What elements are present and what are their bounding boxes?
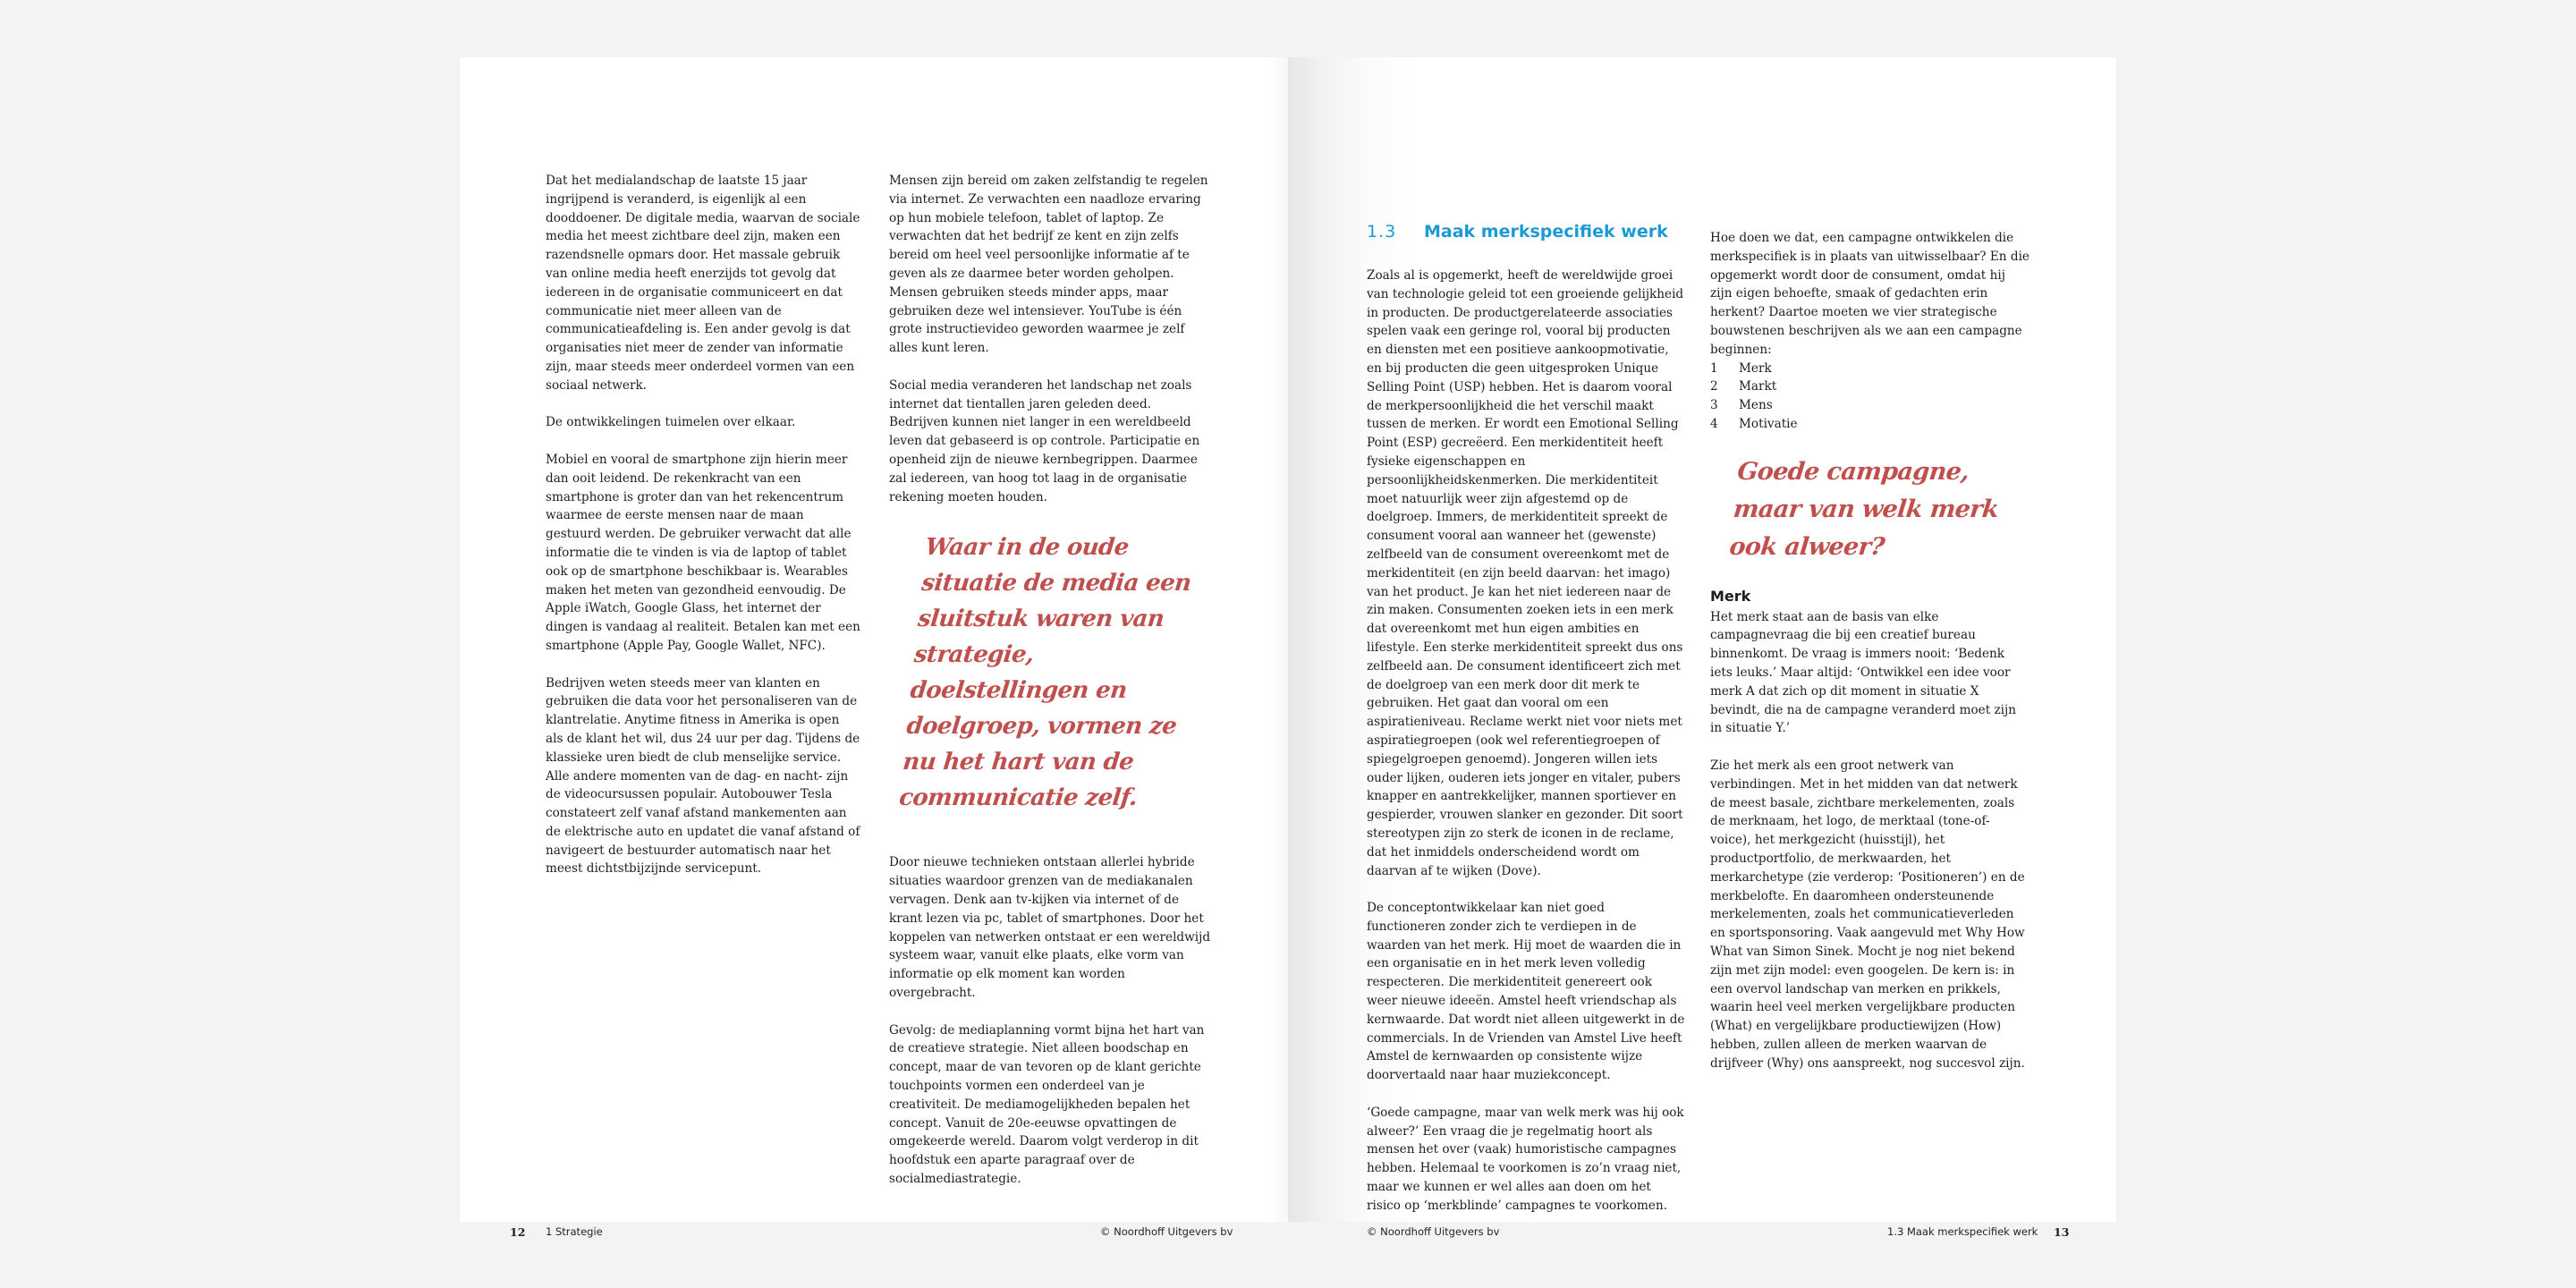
section-title: Maak merkspecifiek werk bbox=[1424, 222, 1668, 242]
paragraph: Door nieuwe technieken ontstaan allerlei hybride situaties waardoor grenzen van de mediakanalen vervagen. Denk aan tv-kijken via internet of de krant lezen via pc, tablet of smartphones. Door het koppelen van netwerken ontstaat er een wereldwijd systeem waar, vanuit elke plaats, elke vorm van informatie op elk moment kan worden overgebracht. bbox=[889, 855, 1211, 1000]
copyright-notice: © Noordhoff Uitgevers bv bbox=[1367, 1225, 1500, 1238]
list-item: 1 Merk bbox=[1710, 360, 1772, 376]
left-column-2 bbox=[889, 172, 1213, 1207]
paragraph: Mensen zijn bereid om zaken zelfstandig te regelen via internet. Ze verwachten een naadloze ervaring op hun mobiele telefoon, tablet of laptop. Ze verwachten dat het bedrijf ze kent en zijn zelfs bereid om heel veel persoonlijke informatie af te geven als ze daarmee beter worden geholpen. Mensen gebruiken steeds minder apps, maar gebruiken deze wel intensiever. YouTube is één grote instructievideo geworden waarmee je zelf alles kunt leren. bbox=[889, 174, 1208, 356]
list-item: 2 Markt bbox=[1710, 379, 1777, 394]
paragraph: ‘Goede campagne, maar van welk merk was hij ook alweer?’ Een vraag die je regelmatig hoort als mensen het over (vaak) humoristische campagnes hebben. Helemaal te voorkomen is zo’n vraag niet, maar we kunnen er wel alles aan doen om het risico op ‘merkblinde’ campagnes te voorkomen. bbox=[1367, 1105, 1684, 1213]
paragraph: Social media veranderen het landschap net zoals internet dat tientallen jaren geleden deed. Bedrijven kunnen niet langer in een wereldbeeld leven dat gebaseerd is op controle. Participatie en openheid zijn de nieuwe kernbegrippen. Daarmee zal iedereen, van hoog tot laag in de organisatie rekening moeten houden. bbox=[889, 377, 1200, 504]
paragraph: Gevolg: de mediaplanning vormt bijna het hart van de creatieve strategie. Niet alleen boodschap en concept, maar de van tevoren op de klant gerichte touchpoints vormen een onderdeel van je creativiteit. De mediamogelijkheden bepalen het concept. Vanuit de 20e-eeuwse opvattingen de omgekeerde wereld. Daarom volgt verderop in dit hoofdstuk een aparte paragraaf over de socialmediastrategie. bbox=[889, 1022, 1205, 1186]
pull-quote: Goede campagne, maar van welk merk ook alweer? bbox=[1728, 457, 2000, 561]
building-blocks-list bbox=[1710, 360, 2030, 434]
page-number-left: 12 bbox=[510, 1225, 526, 1239]
running-footer-chapter: 1 Strategie bbox=[546, 1225, 603, 1238]
paragraph: Hoe doen we dat, een campagne ontwikkelen die merkspecifiek is in plaats van uitwisselbaar? En die opgemerkt wordt door de consument, omdat hij zijn eigen behoefte, smaak of gedachten erin herkent? Daartoe moeten we vier strategische bouwstenen beschrijven als we aan een campagne beginnen: bbox=[1710, 231, 2029, 357]
paragraph: De conceptontwikkelaar kan niet goed functioneren zonder zich te verdiepen in de waarden van het merk. Hij moet de waarden die in een organisatie en in het merk leven volledig respecteren. Die merkidentiteit genereert ook weer nieuwe ideeën. Amstel heeft vriendschap als kernwaarde. Dat wordt niet alleen uitgewerkt in de commercials. In de Vrienden van Amstel Live heeft Amstel de kernwaarden op consistente wijze doorvertaald naar haar muziekconcept. bbox=[1367, 901, 1685, 1083]
subheading: Merk bbox=[1710, 587, 1751, 605]
running-footer-section: 1.3 Maak merkspecifiek werk bbox=[1887, 1225, 2038, 1238]
paragraph: Dat het medialandschap de laatste 15 jaar ingrijpend is veranderd, is eigenlijk al een dooddoener. De digitale media, waarvan de sociale media het meest zichtbare deel zijn, maken een razendsnelle opmars door. Het massale gebruik van online media heeft enerzijds tot gevolg dat iedereen in de organisatie communiceert en dat communicatie niet meer alleen van de communicatieafdeling is. Een ander gevolg is dat organisaties niet meer de zender van informatie zijn, maar steeds meer onderdeel vormen van een sociaal netwerk. bbox=[546, 174, 860, 393]
paragraph: Zie het merk als een groot netwerk van verbindingen. Met in het midden van dat netwerk de meest basale, zichtbare merkelementen, zoals de merknaam, het logo, de merktaal (tone-of-voice), het merkgezicht (huisstijl), het productportfolio, de merkwaarden, het merkarchetype (zie verderop: ‘Positioneren’) en de merkbelofte. En daaromheen ondersteunende merkelementen, zoals het communicatieverleden en sportsponsoring. Vaak aangevuld met Why How What van Simon Sinek. Mocht je nog niet bekend zijn met zijn model: even googelen. De kern is: in een overvol landschap van merken en prikkels, waarin heel veel merken vergelijkbare producten (What) en vergelijkbare productiewijzen (How) hebben, zullen alleen de merken waarvan de drijfveer (Why) ons aanspreekt, nog succesvol zijn. bbox=[1710, 758, 2025, 1071]
section-heading bbox=[1367, 222, 1668, 242]
left-column-1 bbox=[546, 172, 860, 897]
list-item: 3 Mens bbox=[1710, 398, 1773, 413]
list-item: 4 Motivatie bbox=[1710, 416, 1798, 431]
pull-quote: Waar in de oude situatie de media een sluitstuk waren van strategie, doelstellingen en doelgroep, vormen ze nu het hart van de communicatie zelf. bbox=[897, 534, 1193, 812]
right-column-2 bbox=[1710, 229, 2030, 1091]
right-column-1 bbox=[1367, 267, 1686, 1233]
paragraph: Bedrijven weten steeds meer van klanten en gebruiken die data voor het personaliseren van de klantrelatie. Anytime fitness in Amerika is open als de klant het wil, dus 24 uur per dag. Tijdens de klassieke uren biedt de club menselijke service. Alle andere momenten van de dag- en nacht- zijn de videocursussen populair. Autobouwer Tesla constateert zelf vanaf afstand mankementen aan de elektrische auto en updatet die vanaf afstand of navigeert de bestuurder automatisch naar het meest dichtstbijzijnde servicepunt. bbox=[546, 675, 860, 877]
paragraph: De ontwikkelingen tuimelen over elkaar. bbox=[546, 415, 796, 430]
copyright-notice: © Noordhoff Uitgevers bv bbox=[1100, 1225, 1233, 1238]
paragraph: Mobiel en vooral de smartphone zijn hierin meer dan ooit leidend. De rekenkracht van een smartphone is groter dan van het rekencentrum waarmee de eerste mensen naar de maan gestuurd werden. De gebruiker verwacht dat alle informatie die te vinden is via de laptop of tablet ook op de smartphone beschikbaar is. Wearables maken het meten van gezondheid eenvoudig. De Apple iWatch, Google Glass, het internet der dingen is vandaag al realiteit. Betalen kan met een smartphone (Apple Pay, Google Wallet, NFC). bbox=[546, 452, 860, 653]
paragraph: Het merk staat aan de basis van elke campagnevraag die bij een creatief bureau binnenkomt. De vraag is immers nooit: ‘Bedenk iets leuks.’ Maar altijd: ‘Ontwikkel een idee voor merk A dat zich op dit moment in situatie X bevindt, die na de campagne veranderd moet zijn in situatie Y.’ bbox=[1710, 609, 2016, 736]
page-number-right: 13 bbox=[2054, 1225, 2070, 1239]
section-number: 1.3 bbox=[1367, 222, 1397, 242]
spine-shadow bbox=[1268, 57, 1288, 1222]
paragraph: Zoals al is opgemerkt, heeft de wereldwijde groei van technologie geleid tot een groeiende gelijkheid in producten. De productgerelateerde associaties spelen vaak een geringe rol, vooral bij producten en diensten met een positieve aankoopmotivatie, en bij producten die geen uitgesproken Unique Selling Point (USP) hebben. Het is daarom vooral de merkpersoonlijkheid die het verschil maakt tussen de merken. Er wordt een Emotional Selling Point (ESP) gecreëerd. Een merkidentiteit heeft fysieke eigenschappen en persoonlijkheidskenmerken. Die merkidentiteit moet natuurlijk weer zijn afgestemd op de doelgroep. Immers, de merkidentiteit spreekt de consument vooral aan wanneer het (gewenste) zelfbeeld van de consument overeenkomt met de merkidentiteit (en zijn beeld daarvan: het imago) van het product. Je kan het niet iedereen naar de zin maken. Consumenten zoeken iets in een merk dat overeenkomt met hun eigen ambities en lifestyle. Een sterke merkidentiteit spreekt dus ons zelfbeeld aan. De consument identificeert zich met de doelgroep van een merk door dit merk te gebruiken. Het gaat dan vooral om een aspiratieniveau. Reclame werkt niet voor niets met aspiratiegroepen (ook wel referentiegroepen of spiegelgroepen genoemd). Jongeren willen iets ouder lijken, ouderen iets jonger en vitaler, pubers knapper en aantrekkelijker, mannen sportiever en gespierder, vrouwen slanker en gezonder. Dit soort stereotypen zijn zo sterk de iconen in de reclame, dat het inmiddels onderscheidend wordt om daarvan af te wijken (Dove). bbox=[1367, 268, 1684, 878]
right-page bbox=[1288, 57, 2116, 1239]
left-page bbox=[460, 57, 1288, 1239]
